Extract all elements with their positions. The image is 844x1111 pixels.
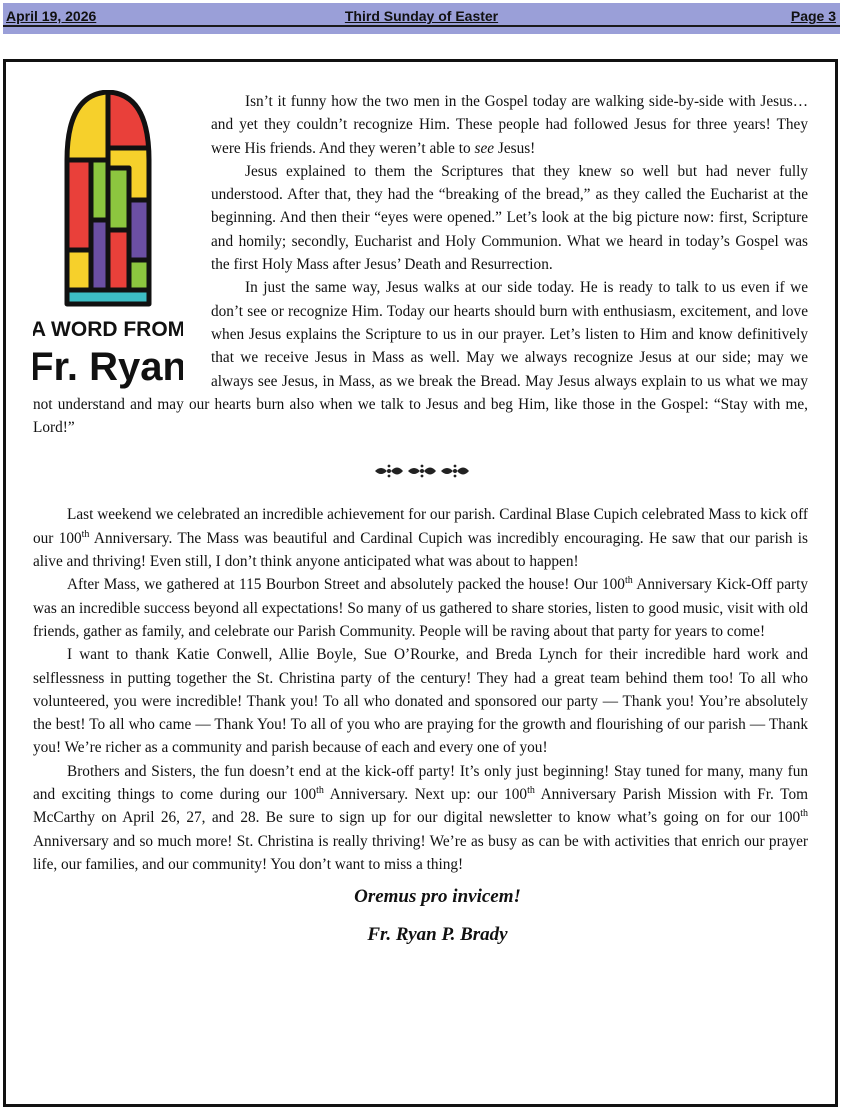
header-rule	[3, 25, 840, 27]
logo-line-2: Fr. Ryan	[33, 345, 183, 389]
logo-line-1: A WORD FROM	[33, 318, 183, 341]
anniversary-paragraph-4: Brothers and Sisters, the fun doesn’t end at the kick-off party! It’s only just beginning! Stay tuned for many, many fun and exciting things to come during our 100th Anniversary. Next up: our 100th Anniversary Parish Mission with Fr. Tom McCarthy on April 26, 27, and 28. Be sure to sign up for our digital newsletter to know what’s going on for our 100th Anniversary and so much more! St. Christina is really thriving! We’re as busy as can be with activities that enrich our prayer life, our families, and our community! You don’t want to miss a thing!	[33, 762, 808, 873]
header-title: Third Sunday of Easter	[344, 8, 499, 24]
anniversary-paragraph-2: After Mass, we gathered at 115 Bourbon Street and absolutely packed the house! Our 100th Anniversary Kick-Off party was an incredible success beyond all expectations! So many of us gathered to share stories, listen to good music, visit with old friends, gather as family, and celebrate our Parish Community. People will be raving about that party for years to come!	[33, 575, 808, 640]
anniversary-paragraph-1: Last weekend we celebrated an incredible achievement for our parish. Cardinal Blase Cupich celebrated Mass to kick off our 100th Anniversary. The Mass was beautiful and Cardinal Cupich was incredibly encouraging. He saw that our parish is alive and thriving! Even still, I don’t think anyone anticipated what was about to happen!	[33, 506, 808, 571]
header-page-number: Page 3	[790, 8, 836, 24]
fleuron-ornament-icon	[373, 463, 469, 479]
reflection-paragraph-1: Isn’t it funny how the two men in the Gospel today are walking side-by-side with Jesus… and yet they couldn’t recognize Him. These people had followed Jesus for three years! They were His friends. And they weren’t able to see Jesus!	[211, 93, 808, 157]
signature-name: Fr. Ryan P. Brady	[367, 924, 508, 946]
page-header	[3, 3, 840, 34]
anniversary-paragraph-3: I want to thank Katie Conwell, Allie Boyle, Sue O’Rourke, and Breda Lynch for their incredible hard work and selflessness in putting together the St. Christina party of the century! They had a great team behind them too! To all who volunteered, you were incredible! Thank you! To all who donated and sponsored our party — Thank you! You’re absolutely the best! To all who came — Thank You! To all of you who are praying for the growth and flourishing of our parish — Thank you! We’re richer as a community and parish because of each and every one of you!	[33, 646, 808, 757]
reflection-paragraph-2: Jesus explained to them the Scriptures that they knew so well but had never fully understood. After that, they had the “breaking of the bread,” as they called the Eucharist at the beginning. And then their “eyes were opened.” Let’s look at the big picture now: first, Scripture and homily; secondly, Eucharist and Holy Communion. What we heard in today’s Gospel was the first Holy Mass after Jesus’ Death and Resurrection.	[211, 162, 808, 274]
closing-prayer: Oremus pro invicem!	[354, 886, 521, 908]
reflection-paragraph-3: In just the same way, Jesus walks at our side today. He is ready to talk to us even if we don’t see or recognize Him. Today our hearts should burn with enthusiasm, excitement, and love when Jesus explains the Scripture to us in our prayer. Let’s listen to Him and know definitively that we receive Jesus in Mass as well. May we always recognize Jesus at our side; may we always see Jesus, in Mass, as we break the Bread. May Jesus always explain to us what we may not understand and may our hearts burn also when we talk to Jesus and beg Him, like those in the Gospel: “Stay with me, Lord!”	[33, 279, 808, 437]
ornament-divider	[33, 439, 808, 503]
header-date: April 19, 2026	[6, 8, 97, 24]
article-content	[33, 90, 808, 948]
stained-glass-window-icon	[33, 90, 183, 390]
stained-glass-logo	[33, 90, 183, 390]
